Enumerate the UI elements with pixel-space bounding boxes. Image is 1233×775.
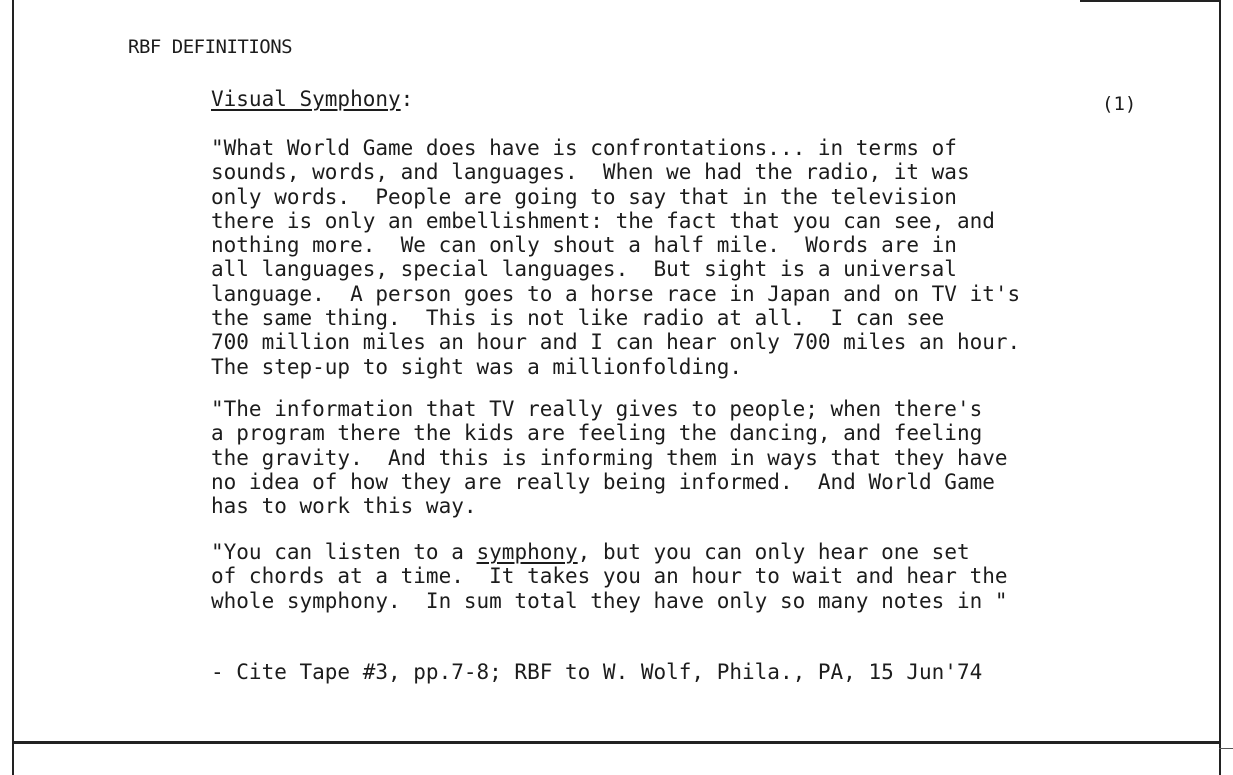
source-citation: - Cite Tape #3, pp.7-8; RBF to W. Wolf, Phila., PA, 15 Jun'74 (211, 660, 983, 684)
entry-title-colon: : (400, 87, 414, 111)
text-line: no idea of how they are really being informed. And World Game (211, 469, 995, 494)
text-line: a program there the kids are feeling the dancing, and feeling (211, 421, 983, 446)
text-line: nothing more. We can only shout a half mile. Words are in (211, 233, 957, 258)
text-line: all languages, special languages. But sight is a universal (211, 257, 957, 282)
next-card-edge (1219, 748, 1233, 749)
text-line: of chords at a time. It takes you an hour to wait and hear the (211, 564, 1008, 589)
text-line: The step-up to sight was a millionfolding. (211, 354, 743, 379)
text-line: 700 million miles an hour and I can hear only 700 miles an hour. (211, 330, 1021, 355)
text-line: has to work this way. (211, 494, 477, 519)
text-line (211, 540, 1008, 564)
entry-title (211, 87, 413, 111)
quote-paragraph-2 (211, 397, 1008, 518)
card-left-border (12, 0, 14, 775)
footnote-number: (1) (1102, 93, 1137, 115)
document-header: RBF DEFINITIONS (128, 36, 293, 58)
card-bottom-border (12, 741, 1221, 744)
text-line: there is only an embellishment: the fact that you can see, and (211, 208, 995, 233)
text-line: "The information that TV really gives to people; when there's (211, 397, 983, 421)
text-fragment: "You can listen to a (211, 540, 477, 564)
text-line: sounds, words, and languages. When we had the radio, it was (211, 160, 970, 185)
text-fragment: , but you can only hear one set (577, 540, 970, 564)
quote-paragraph-1 (211, 136, 1020, 379)
text-line: whole symphony. In sum total they have only so many notes in " (211, 588, 1008, 613)
entry-title-text: Visual Symphony (211, 87, 401, 111)
underlined-word: symphony (476, 540, 578, 564)
quote-paragraph-3 (211, 540, 1008, 613)
text-line: only words. People are going to say that in the television (211, 184, 957, 209)
text-line: "What World Game does have is confrontations... in terms of (211, 136, 957, 160)
card-top-border-fragment (1080, 0, 1221, 2)
card-right-border (1219, 0, 1221, 775)
text-line: language. A person goes to a horse race in Japan and on TV it's (211, 281, 1021, 306)
text-line: the gravity. And this is informing them in ways that they have (211, 445, 1008, 470)
text-line: the same thing. This is not like radio at all. I can see (211, 306, 945, 331)
